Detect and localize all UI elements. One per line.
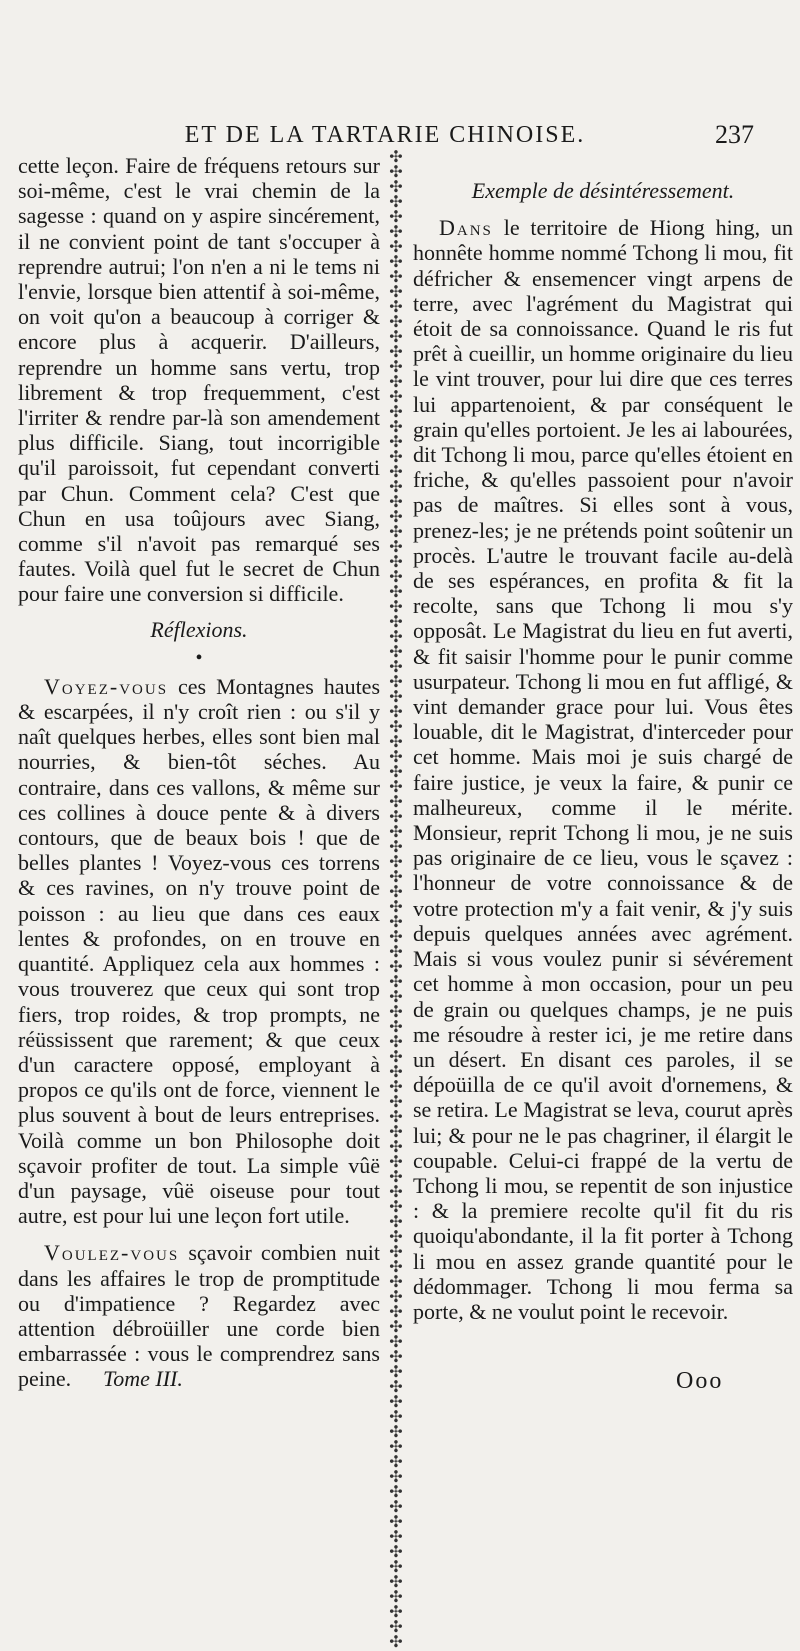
- reflexions-heading: Réflexions.: [150, 616, 248, 642]
- paragraph-lead: Voyez-vous: [44, 673, 169, 699]
- paragraph-text: sçavoir combien nuit dans les affaires le trop de promptitude ou d'impatience ? Regardez avec attention débroüiller une corde bien embarrassée : vous le comprendrez sans peine.: [18, 1240, 380, 1392]
- right-column: [413, 178, 793, 1324]
- left-paragraph-2: [18, 674, 380, 1228]
- signature-mark: Ooo: [676, 1368, 724, 1394]
- paragraph-lead: Dans: [439, 215, 493, 241]
- paragraph-text: ces Montagnes hautes & escarpées, il n'y croît rien : ou s'il y naît quelques herbes, elles sont bien mal nourries, & bien-tôt séches. Au contraire, dans ces vallons, & même sur ces collines à douce pente & à divers contours, que de beaux bois ! que de belles plantes ! Voyez-vous ces torrens & ces ravines, on n'y trouve point de poisson : au lieu que dans ces eaux lentes & profondes, on en trouve en quantité. Appliquez cela aux hommes : vous trouverez que ceux qui sont trop fiers, trop roides, & trop prompts, ne réüssissent que rarement; & que ceux d'un caractere opposé, employant à propos ce qu'ils ont de force, viennent le plus souvent à bout de leurs entreprises. Voilà comme un bon Philosophe doit sçavoir profiter de tout. La simple vûë d'un paysage, vûë oiseuse pour tout autre, est pour lui une leçon fort utile.: [18, 673, 381, 1229]
- right-paragraph: [413, 215, 793, 1324]
- paragraph-text: le territoire de Hiong hing, un honnête homme nommé Tchong li mou, fit défricher & ensemencer vingt arpens de terre, avec l'agrément du Magistrat qui étoit de sa connoissance. Quand le ris fut prêt à cueillir, un homme originaire du lieu le vint trouver, pour lui dire que ces terres lui appartenoient, & par conséquent le grain qu'elles portoient. Je les ai labourées, dit Tchong li mou, parce qu'elles étoient en friche, & qu'elles passoient pour n'avoir pas de maîtres. Si elles sont à vous, prenez-les; je ne prétends point soûtenir un procès. L'autre le trouvant facile au-delà de ses espérances, en profita & fit la recolte, sans que Tchong li mou s'y opposât. Le Magistrat du lieu en fut averti, & fit saisir l'homme pour le punir comme usurpateur. Tchong li mou en fut affligé, & vint demander grace pour lui. Vous êtes louable, dit le Magistrat, d'interceder pour cet homme. Mais moi je suis chargé de faire justice, je veux la faire, & punir ce malheureux, comme il le mérite. Monsieur, reprit Tchong li mou, je ne suis pas originaire de ce lieu, vous le sçavez : l'honneur de votre connoissance & de votre protection m'y a fait venir, & j'y suis depuis quelques années avec agrément. Mais si vous voulez punir si sévérement cet homme à mon occasion, pour un peu de grain ou quelques champs, je ne puis me résoudre à rester ici, je me retire dans un désert. En disant ces paroles, il se dépoüilla de ce qu'il avoit d'ornemens, & se retira. Le Magistrat se leva, courut après lui; & pour ne le pas chagriner, il élargit le coupable. Celui-ci frappé de la vertu de Tchong li mou, se repentit de son injustice : & la premiere recolte qu'il fit du ris quoiqu'abondante, il la fit porter à Tchong li mou en assez grande quantité pour le dédommager. Tchong li mou ferma sa porte, & ne voulut point le recevoir.: [413, 215, 793, 1324]
- page-number: 237: [715, 120, 754, 149]
- example-heading: Exemple de désintéressement.: [471, 178, 735, 203]
- paragraph-lead: Voulez-vous: [44, 1240, 180, 1266]
- left-column: [18, 153, 380, 1392]
- left-paragraph-1: cette leçon. Faire de fréquens retours sur soi-même, c'est le vrai chemin de la sagesse : quand on y aspire sincérement, il ne convient point de tant s'occuper à reprendre autrui; l'on n'en a ni le tems ni l'envie, lorsque bien attentif à soi-même, on voit qu'on a beaucoup à corriger & encore plus à acquerir. D'ailleurs, reprendre un homme sans vertu, trop librement & trop frequemment, c'est l'irriter & rendre par-là son amendement plus difficile. Siang, tout incorrigible qu'il paroissoit, fut cependant converti par Chun. Comment cela? C'est que Chun en usa toûjours avec Siang, comme s'il n'avoit pas remarqué ses fautes. Voilà quel fut le secret de Chun pour faire une conversion si difficile.: [18, 153, 380, 607]
- ornamental-column-divider: ✣ ✣ ✣ ✣ ✣ ✣ ✣ ✣ ✣ ✣ ✣ ✣ ✣ ✣ ✣ ✣ ✣ ✣ ✣ ✣ ✣ ✣ ✣ ✣ ✣ ✣ ✣ ✣ ✣ ✣ ✣ ✣ ✣ ✣ ✣ ✣ ✣ ✣ ✣ ✣ ✣ ✣ ✣ ✣ ✣ ✣ ✣ ✣ ✣ ✣ ✣ ✣ ✣ ✣ ✣ ✣ ✣ ✣ ✣ ✣ ✣ ✣ ✣ ✣ ✣ ✣ ✣ ✣ ✣ ✣ ✣ ✣ ✣ ✣ ✣ ✣ ✣ ✣ ✣ ✣ ✣ ✣ ✣ ✣ ✣ ✣ ✣ ✣ ✣ ✣ ✣ ✣ ✣ ✣ ✣ ✣ ✣ ✣ ✣ ✣: [389, 149, 403, 1651]
- ornament-dot: •: [195, 646, 203, 669]
- left-paragraph-3: [18, 1240, 380, 1391]
- volume-label: Tome III.: [103, 1366, 183, 1391]
- running-title: ET DE LA TARTARIE CHINOISE.: [184, 122, 586, 148]
